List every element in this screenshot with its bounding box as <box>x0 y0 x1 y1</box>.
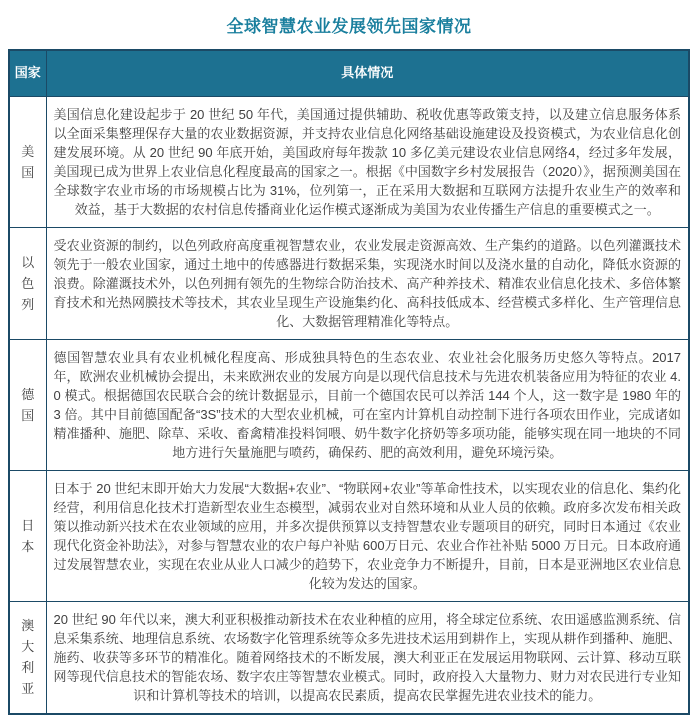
country-label-australia: 澳大利亚 <box>9 601 46 714</box>
country-label-usa: 美国 <box>9 96 46 227</box>
table-row-israel <box>9 227 689 339</box>
country-detail-australia: 20 世纪 90 年代以来，澳大利亚积极推动新技术在农业种植的应用，将全球定位系统、农田遥感监测系统、信息采集系统、地理信息系统、农场数字化管理系统等众多先进技术运用到耕作上，实现从耕作到播种、施肥、施药、收获等多环节的精准化。随着网络技术的不断发展，澳大利亚正在发展运用物联网、云计算、移动互联网等现代信息技术的智能农场、数字农庄等智慧农业模式。同时，政府投入大量物力、财力对农民进行专业知识和计算机等技术的培训，以提高农民素质，提高农民掌握先进农业技术的能力。 <box>46 601 689 714</box>
table-row-australia <box>9 601 689 714</box>
country-detail-usa: 美国信息化建设起步于 20 世纪 50 年代，美国通过提供辅助、税收优惠等政策支持，以及建立信息服务体系以全面采集整理保存大量的农业数据资源，并支持农业信息化网络基础设施建设及投资模式，为农业信息化创建发展环境。从 20 世纪 90 年底开始，美国政府每年拨款 10 多亿美元建设农业信息网络4，经过多年发展，美国现已成为世界上农业信息化程度最高的国家之一。根据《中国数字乡村发展报告（2020）》，据预测美国在全球数字农业市场的市场规模占比为 31%，位列第一，正在采用大数据和互联网方法提升农业生产的效率和效益，基于大数据的农村信息传播商业化运作模式逐渐成为美国为农业传播生产信息的重要模式之一。 <box>46 96 689 227</box>
country-label-japan: 日本 <box>9 470 46 601</box>
country-detail-japan: 日本于 20 世纪末即开始大力发展“大数据+农业”、“物联网+农业”等革命性技术，以实现农业的信息化、集约化经营，利用信息化技术打造新型农业生态模型，减弱农业对自然环境和从业人员的依赖。政府多次发布相关政策以推动新兴技术在农业领域的应用，并多次提供预算以支持智慧农业专题项目的研究，同时日本通过《农业现代化资金补助法》，对参与智慧农业的农户每户补贴 600万日元、农业合作社补贴 5000 万日元。日本政府通过发展智慧农业，实现在农业从业人口减少的趋势下，农业竞争力不断提升，目前，日本是亚洲地区农业信息化较为发达的国家。 <box>46 470 689 601</box>
header-detail: 具体情况 <box>46 50 689 96</box>
country-label-germany: 德国 <box>9 339 46 470</box>
country-label-israel: 以色列 <box>9 227 46 339</box>
country-detail-germany: 德国智慧农业具有农业机械化程度高、形成独具特色的生态农业、农业社会化服务历史悠久等特点。2017 年，欧洲农业机械协会提出，未来欧洲农业的发展方向是以现代信息技术与先进农机装备应用为特征的农业 4.0 模式。根据德国农民联合会的统计数据显示，目前一个德国农民可以养活 144 个人，这一数字是 1980 年的 3 倍。其中目前德国配备“3S”技术的大型农业机械，可在室内计算机自动控制下进行各项农田作业，完成诸如精准播种、施肥、除草、采收、畜禽精准投料饲喂、奶牛数字化挤奶等多项功能，能够实现在同一地块的不同地方进行矢量施肥与喷药，确保药、肥的高效利用，避免环境污染。 <box>46 339 689 470</box>
smart-agriculture-countries-table <box>8 49 690 715</box>
page-title: 全球智慧农业发展领先国家情况 <box>226 17 472 36</box>
header-country: 国家 <box>9 50 46 96</box>
table-row-germany <box>9 339 689 470</box>
country-detail-israel: 受农业资源的制约，以色列政府高度重视智慧农业，农业发展走资源高效、生产集约的道路。以色列灌溉技术领先于一般农业国家，通过土地中的传感器进行数据采集，实现浇水时间以及浇水量的自动化，降低水资源的浪费。除灌溉技术外，以色列拥有领先的生物综合防治技术、高产种养技术、精准农业信息化技术、多倍体繁育技术和光热网膜技术等技术，其农业呈现生产设施集约化、高科技低成本、经营模式多样化、生产管理信息化、大数据管理精准化等特点。 <box>46 227 689 339</box>
table-row-usa <box>9 96 689 227</box>
table-row-japan <box>9 470 689 601</box>
table-header-row <box>9 50 689 96</box>
